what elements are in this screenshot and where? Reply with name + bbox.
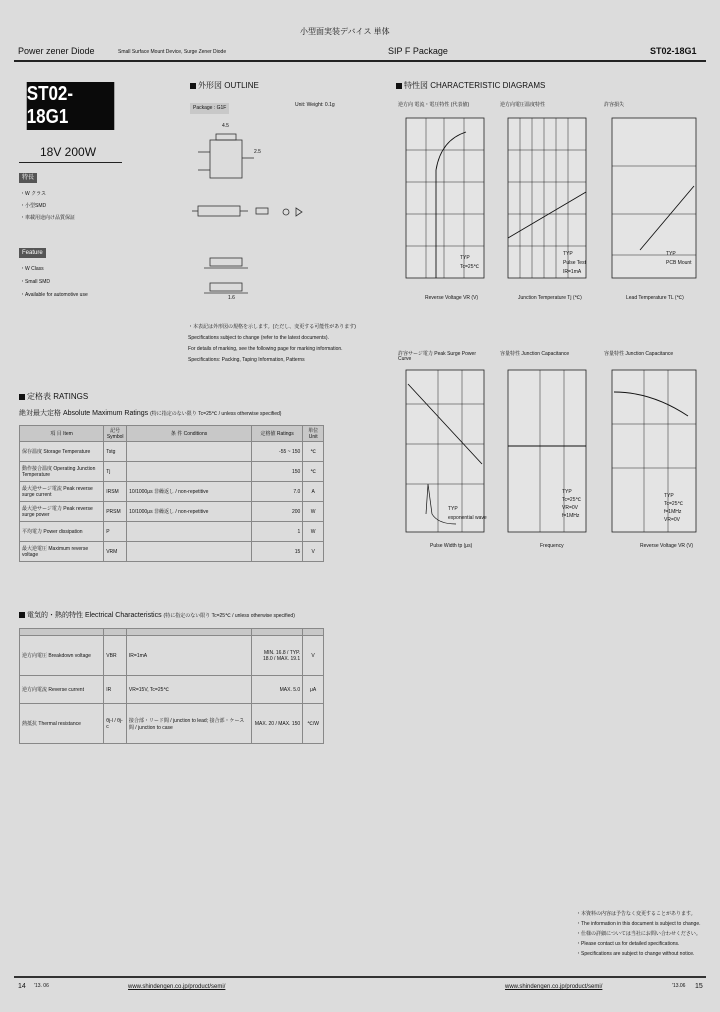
note-4: ・Please contact us for detailed specifications. xyxy=(576,941,680,947)
chart2-ann-3: IR=1mA xyxy=(563,269,582,275)
chart5-ann-4: f=1MHz xyxy=(562,513,580,519)
ratings-title: 定格表 RATINGS xyxy=(19,393,88,401)
feature-en-1: ・W Class xyxy=(20,266,44,272)
note-5: ・Specifications are subject to change without notice. xyxy=(576,951,695,957)
chart4-ann-2: exponential wave xyxy=(448,515,487,521)
chart3-ann-2: PCB Mount xyxy=(666,260,692,266)
chart5-xlabel: Frequency xyxy=(540,543,564,549)
chart6 xyxy=(602,364,702,544)
feature-en-2: ・Small SMD xyxy=(20,279,51,285)
header-part-code: ST02-18G1 xyxy=(650,46,697,56)
chart4-ann-1: TYP xyxy=(448,506,458,512)
outline-note-3: For details of marking, see the following page for marking information. xyxy=(188,346,343,352)
table-row: 動作接合温度 Operating Junction Temperature Tj 150 ℃ xyxy=(20,462,324,482)
chart5-title: 容量特性 Junction Capacitance xyxy=(500,351,570,357)
footer-page-left: 14 xyxy=(18,983,26,990)
table-row: 平均電力 Power dissipation P 1 W xyxy=(20,522,324,542)
table-row: 最大逆電圧 Maximum reverse voltage VRM 15 V xyxy=(20,542,324,562)
footer-date-left: '13. 06 xyxy=(34,983,49,989)
chart5-ann-3: VR=0V xyxy=(562,505,578,511)
chart6-ann-4: VR=0V xyxy=(664,517,680,523)
chart2-ann-1: TYP xyxy=(563,251,573,257)
chart6-xlabel: Reverse Voltage VR (V) xyxy=(640,543,694,549)
diagrams-title: 特性図 CHARACTERISTIC DIAGRAMS xyxy=(396,82,545,90)
table-row: 逆方向電流 Reverse current IR VR=15V, Tc=25℃ MAX. 5.0 μA xyxy=(20,676,324,704)
footer-url-right[interactable]: www.shindengen.co.jp/product/semi/ xyxy=(505,984,603,990)
chart3 xyxy=(602,110,702,295)
header-title-jp: 小型面実装デバイス 単体 xyxy=(300,27,390,36)
chart4-title: 許容サージ電力 Peak Surge Power Curve xyxy=(398,351,476,362)
feature-jp-1: ・W クラス xyxy=(20,191,46,197)
note-1: ・本資料の内容は予告なく変更することがあります。 xyxy=(576,911,696,917)
part-rating: 18V 200W xyxy=(40,145,97,159)
footer-rule xyxy=(14,976,706,978)
header-subtitle: Small Surface Mount Device, Surge Zener Diode xyxy=(118,49,227,55)
feature-jp-2: ・小型SMD xyxy=(20,203,47,209)
chart4-xlabel: Pulse Width tp (μs) xyxy=(430,543,473,549)
outline-unit: Unit: Weight: 0.1g xyxy=(295,102,335,108)
outline-drawing xyxy=(188,118,338,318)
chart3-ann-1: TYP xyxy=(666,251,676,257)
table-row: 最大逆サージ電流 Peak reverse surge current IRSM 10/1000μs 非繰返し / non-repetitive 7.0 A xyxy=(20,482,324,502)
features-en-tag: Feature xyxy=(19,248,46,258)
note-2: ・The information in this document is subject to change. xyxy=(576,921,701,927)
note-3: ・仕様の詳細については当社にお問い合わせください。 xyxy=(576,931,701,937)
chart2-title: 逆方向電圧温度特性 xyxy=(500,102,546,108)
electrical-title: 電気的・熱的特性 Electrical Characteristics (特に指定のない限り Tc=25℃ / unless otherwise specified) xyxy=(19,612,295,619)
chart6-ann-2: Tc=25℃ xyxy=(664,501,684,507)
outline-dim-c: 1.6 xyxy=(228,295,235,301)
chart6-ann-3: f=1MHz xyxy=(664,509,682,515)
table-row: 最大逆サージ電力 Peak reverse surge power PRSM 10/1000μs 非繰返し / non-repetitive 200 W xyxy=(20,502,324,522)
chart3-title: 許容損失 xyxy=(604,102,625,108)
outline-note-1: ・本表記は外形図の規格を示します。(ただし、変更する可能性があります) xyxy=(188,324,356,330)
feature-en-3: ・Available for automotive use xyxy=(20,292,88,298)
features-jp-tag: 特長 xyxy=(19,173,37,183)
table-row: 保存温度 Storage Temperature Tstg -55 ~ 150 ℃ xyxy=(20,442,324,462)
chart3-xlabel: Lead Temperature TL (℃) xyxy=(626,295,684,301)
outline-package-label: Package : G1F xyxy=(190,103,229,114)
outline-title: 外形図 OUTLINE xyxy=(190,82,259,90)
abs-max-title: 絶対最大定格 Absolute Maximum Ratings (特に指定のない限り Tc=25℃ / unless otherwise specified) xyxy=(19,410,282,417)
ratings-table-header: 項 目 Item 記号 Symbol 条 件 Conditions 定格値 Ratings 単位 Unit xyxy=(20,426,324,442)
part-name-box: ST02-18G1 xyxy=(27,82,115,130)
chart2 xyxy=(498,110,590,295)
electrical-table-header xyxy=(20,629,324,636)
chart6-title: 容量特性 Junction Capacitance xyxy=(604,351,674,357)
header-rule xyxy=(14,60,706,62)
footer-date-right: '13.06 xyxy=(672,983,686,989)
outline-dim-b: 2.5 xyxy=(254,149,261,155)
chart1-title: 逆方向 電流・電圧特性 (代表値) xyxy=(398,102,470,108)
outline-note-4: Specifications: Packing, Taping Information, Patterns xyxy=(188,357,305,363)
header-package: SIP F Package xyxy=(388,46,448,56)
ratings-table xyxy=(19,425,324,562)
footer-page-right: 15 xyxy=(695,983,703,990)
feature-jp-3: ・車載用途向け品質保証 xyxy=(20,215,76,221)
electrical-table xyxy=(19,628,324,744)
table-row: 熱抵抗 Thermal resistance θj-l / θj-c 接合部・リード間 / junction to lead; 接合部・ケース間 / junction to case MAX. 20 / MAX. 150 ℃/W xyxy=(20,704,324,744)
chart5-ann-2: Tc=25℃ xyxy=(562,497,582,503)
rating-underline xyxy=(19,162,122,163)
table-row: 逆方向電圧 Breakdown voltage VBR IR=1mA MIN. 16.8 / TYP. 18.0 / MAX. 19.1 V xyxy=(20,636,324,676)
outline-dim-a: 4.5 xyxy=(222,123,229,129)
chart2-ann-2: Pulse Test xyxy=(563,260,586,266)
chart1-xlabel: Reverse Voltage VR (V) xyxy=(425,295,479,301)
chart5-ann-1: TYP xyxy=(562,489,572,495)
header-product-type: Power zener Diode xyxy=(18,46,95,56)
chart1-ann-1: TYP xyxy=(460,255,470,261)
chart2-xlabel: Junction Temperature Tj (℃) xyxy=(518,295,582,301)
footer-url-left[interactable]: www.shindengen.co.jp/product/semi/ xyxy=(128,984,226,990)
chart6-ann-1: TYP xyxy=(664,493,674,499)
chart1-ann-2: Tc=25℃ xyxy=(460,264,480,270)
outline-note-2: Specifications subject to change (refer to the latest documents). xyxy=(188,335,329,341)
